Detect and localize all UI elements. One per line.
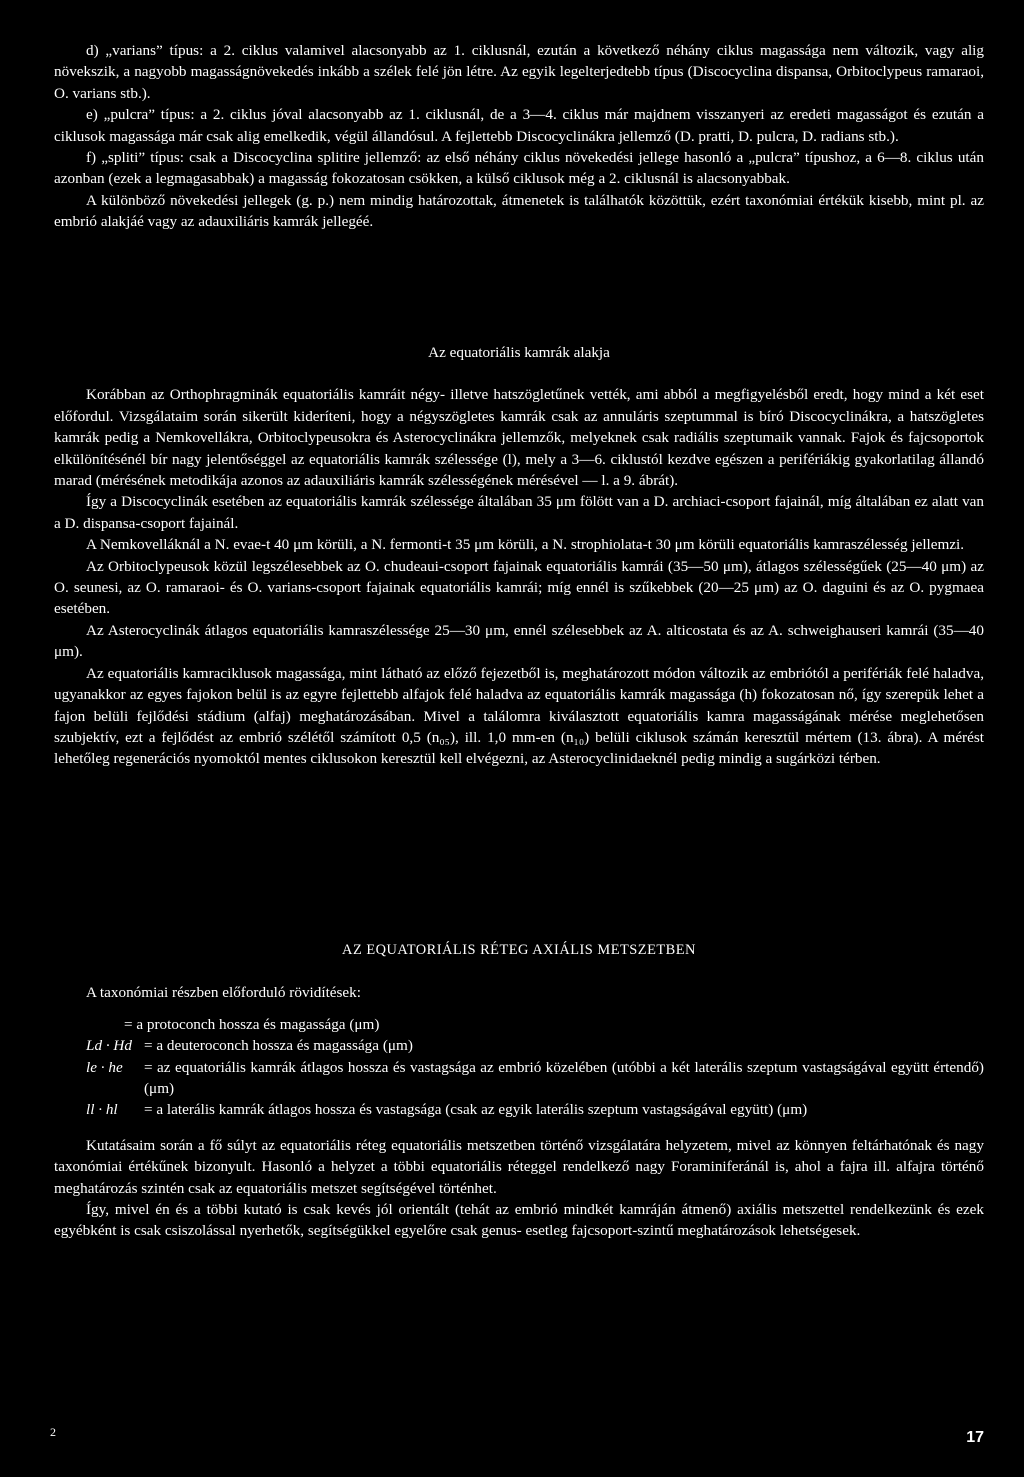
abbreviations-intro: A taxonómiai részben előforduló rövidítések: (86, 984, 361, 1002)
abbr-symbol: le · he (86, 1058, 123, 1076)
abbr-definition: = a deuteroconch hossza és magassága (μm) (144, 1037, 413, 1055)
paragraph: A Nemkovelláknál a N. evae-t 40 μm körüli, a N. fermonti-t 35 μm körüli, a N. strophiolata-t 30 μm körüli equatoriális kamraszélesség jellemzi. (86, 536, 965, 554)
abbr-symbol: Ld · Hd (86, 1037, 132, 1055)
abbreviation-list (54, 1014, 984, 1121)
paragraph: Így, mivel én és a többi kutató is csak kevés jól orientált (tehát az embrió mindkét kamráján átmenő) axiális metszettel rendelkezünk és ezek egyébként is csak csiszolással nyerhetők, segítségükkel egyelőre csak genus- esetleg fajcsoport-szintű meghatározások lehetségesek. (54, 1201, 984, 1240)
paragraph: Így a Discocyclinák esetében az equatoriális kamrák szélessége általában 35 μm fölött van a D. archiaci-csoport fajainál, míg általában ez alatt van a D. dispansa-csoport fajainál. (54, 493, 984, 532)
paragraph: Az Orbitoclypeusok közül legszélesebbek az O. chudeaui-csoport fajainak equatoriális kamrái (35—50 μm), átlagos szélességűek (25—40 μm) az O. seunesi, az O. ramaraoi- és O. varians-csoport fajainak equatoriális kamrái; míg ennél is szűkebbek (20—25 μm) az O. daguini és az O. pygmaea esetében. (54, 557, 984, 618)
paragraph: Az equatoriális kamraciklusok magassága, mint látható az előző fejezetből is, meghatározott módon változik az embriótól a perifériák felé haladva, ugyanakkor az egyes fajokon belül is az egyre fejlettebb alfajok felé haladva az equatoriális kamrák magassága (h) fokozatosan nő, így szerepük lehet a fajon belüli fejlődési stádium (alfaj) meghatározásában. Mivel a találomra kiválasztott equatoriális kamra magasságának mérése meglehetősen szubjektív, ezt a fejlődést az embrió szélétől számított 0,5 (n₀₅), ill. 1,0 mm-en (n₁₀) belüli ciklusok számán keresztül mértem (13. ábra). A mérést lehetőleg regenerációs nyomoktól mentes ciklusokon keresztül kell elvégezni, az Asterocyclinidaeknél pedig mindig a sugárközi térben. (54, 664, 984, 768)
signature-mark: 2 (50, 1425, 56, 1439)
list-note: A különböző növekedési jellegek (g. p.) nem mindig határozottak, átmenetek is találhatók közöttük, ezért taxonómiai értékük kisebb, mint pl. az embrió alakjáé vagy az adauxiliáris kamrák jellegéé. (54, 191, 984, 231)
list-item-f: f) „spliti” típus: csak a Discocyclina splitire jellemző: az első néhány ciklus növekedési jellege hasonló a „pulcra” típushoz, a 6—8. ciklus után azonban (ezek a legmagasabbak) a magasság fokozatosan csökken, a külső ciklusok még a 2. ciklusnál is alacsonyabbak. (54, 149, 984, 188)
section-heading: Az equatoriális kamrák alakja (428, 344, 610, 361)
page-number: 17 (966, 1429, 984, 1446)
abbr-definition: = a laterális kamrák átlagos hossza és vastagsága (csak az egyik laterális szeptum vastagságával együtt) (μm) (144, 1101, 808, 1119)
list-item (86, 1099, 984, 1120)
list-item (86, 1014, 984, 1035)
list-item-e: e) „pulcra” típus: a 2. ciklus jóval alacsonyabb az 1. ciklusnál, de a 3—4. ciklus már majdnem visszanyeri az eredeti magasságot és ezután a ciklusok magassága már csak alig emelkedik, végül állandósul. A fejlettebb Discocyclinákra jellemző (D. pratti, D. pulcra, D. radians stb.). (54, 106, 984, 145)
section-equatorial-chambers (54, 342, 984, 770)
section-axial (54, 940, 984, 1242)
abbr-definition: = a protoconch hossza és magassága (μm) (124, 1015, 380, 1033)
list-item (86, 1057, 984, 1100)
list-block (54, 40, 984, 233)
page-footer (50, 1422, 984, 1462)
paragraph: Kutatásaim során a fő súlyt az equatoriális réteg equatoriális metszetben történő vizsgálatára helyzetem, mivel az könnyen feltárhatónak és nagy taxonómiai értékűnek bizonyult. Hasonló a helyzet a többi equatoriális réteggel rendelkező nagy Foraminiferánál is, ahol a fajra ill. alfajra történő meghatározás szintén csak az equatoriális metszet segítségével történhet. (54, 1136, 984, 1197)
list-item-d: d) „varians” típus: a 2. ciklus valamivel alacsonyabb az 1. ciklusnál, ezután a következő néhány ciklus magassága nem változik, vagy alig növekszik, a nagyobb magasságnövekedés inkább a szélek felé jön létre. Az egyik legelterjedtebb típus (Discocyclina dispansa, Orbitoclypeus ramaraoi, O. varians stb.). (54, 42, 984, 102)
section-heading: AZ EQUATORIÁLIS RÉTEG AXIÁLIS METSZETBEN (342, 942, 696, 958)
list-item (86, 1035, 984, 1056)
abbr-symbol: ll · hl (86, 1101, 118, 1119)
abbr-definition: = az equatoriális kamrák átlagos hossza és vastagsága az embrió közelében (utóbbi a két laterális szeptum vastagságával együtt értendő) (μm) (144, 1058, 984, 1098)
paragraph: Korábban az Orthophragminák equatoriális kamráit négy- illetve hatszögletűnek vették, ami abból a megfigyelésből eredt, hogy mind a két eset előfordul. Vizsgálataim során sikerült kideríteni, hogy a négyszögletes kamrák csak az annuláris szeptummal is bíró Discocyclinákra, a hatszögletes kamrák pedig a Nemkovellákra, Orbitoclypeusokra és Asterocyclinákra jellemzők, melyeknek csak radiális szeptumaik vannak. Fajok és fajcsoportok elkülönítésénél bír nagy jelentőséggel az equatoriális kamrák szélessége (l), mely a 3—6. ciklustól kezdve egészen a perifériákig gyakorlatilag állandó marad (mérésének metodikája azonos az adauxiliáris kamrák szélességének mérésével — l. a 9. ábrát). (54, 386, 984, 490)
paragraph: Az Asterocyclinák átlagos equatoriális kamraszélessége 25—30 μm, ennél szélesebbek az A. alticostata és az A. schweighauseri kamrái (35—40 μm). (54, 621, 984, 661)
